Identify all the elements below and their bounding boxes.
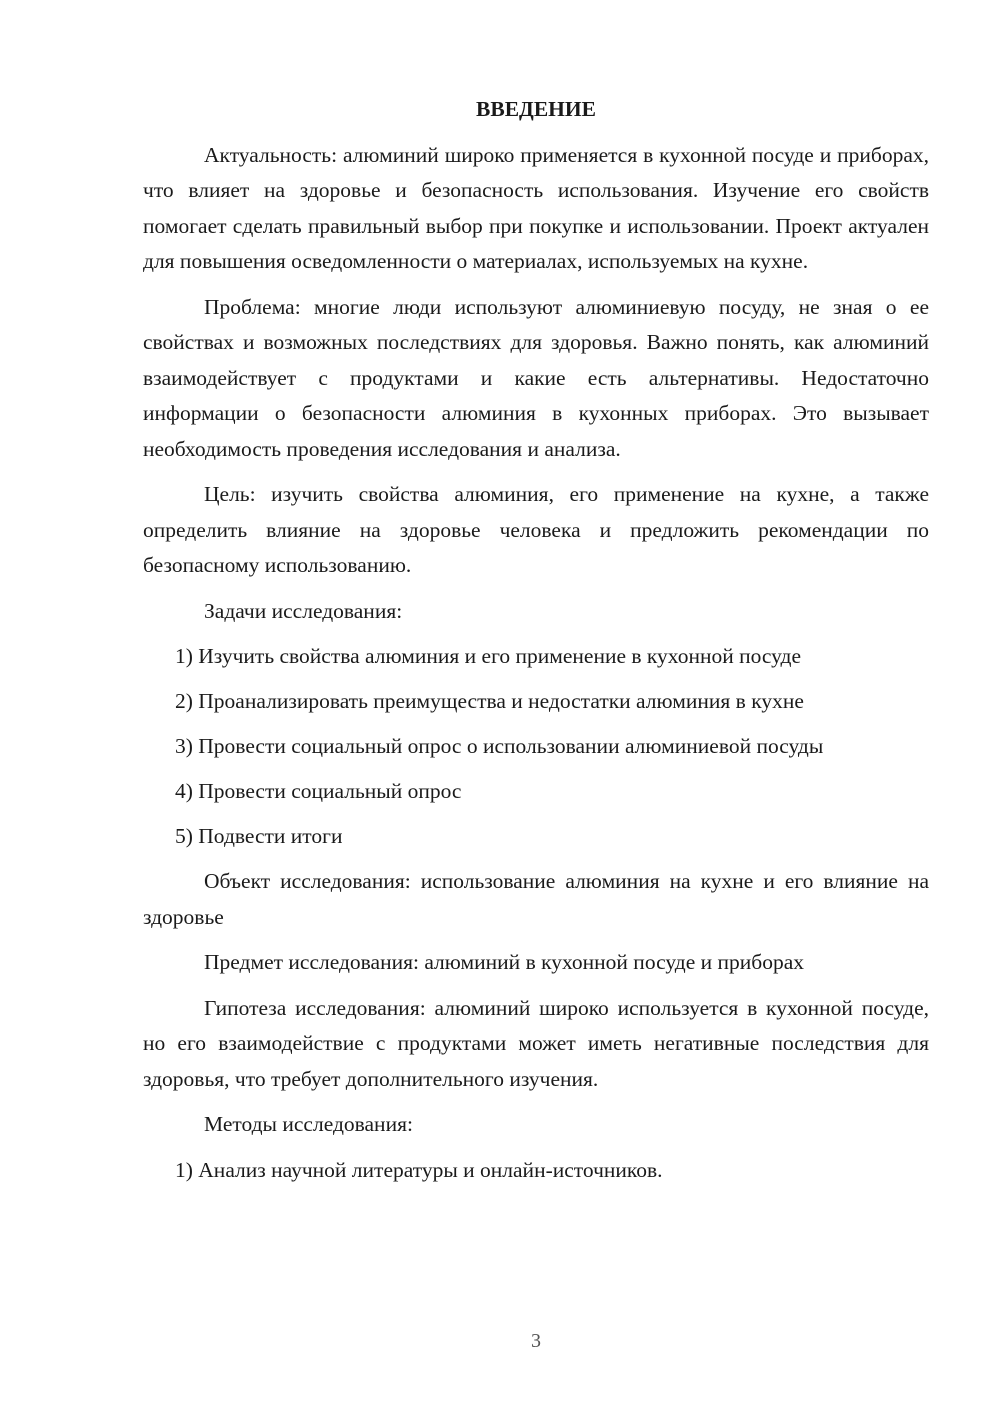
tasks-heading: Задачи исследования: xyxy=(204,598,403,623)
task-item: 5) Подвести итоги xyxy=(175,824,343,848)
relevance-paragraph: Актуальность: алюминий широко применяется в кухонной посуде и приборах, что влияет на здоровье и безопасность использования. Изучение его свойств помогает сделать правильный выбор при покупке и использовании. Проект актуален для повышения осведомленности о материалах, используемых на кухне. xyxy=(143,142,929,273)
goal-paragraph: Цель: изучить свойства алюминия, его применение на кухне, а также определить влияние на здоровье человека и предложить рекомендации по безопасному использованию. xyxy=(143,482,929,577)
subject-paragraph: Предмет исследования: алюминий в кухонной посуде и приборах xyxy=(204,950,804,974)
method-item: 1) Анализ научной литературы и онлайн-источников. xyxy=(175,1157,663,1182)
task-item: 3) Провести социальный опрос о использовании алюминиевой посуды xyxy=(175,734,824,758)
methods-heading: Методы исследования: xyxy=(204,1112,413,1136)
object-paragraph: Объект исследования: использование алюминия на кухне и его влияние на здоровье xyxy=(143,869,929,929)
task-item: 2) Проанализировать преимущества и недостатки алюминия в кухне xyxy=(175,689,804,713)
hypothesis-paragraph: Гипотеза исследования: алюминий широко используется в кухонной посуде, но его взаимодействие с продуктами может иметь негативные последствия для здоровья, что требует дополнительного изучения. xyxy=(143,995,929,1091)
methods-list xyxy=(143,1153,929,1189)
tasks-list xyxy=(143,639,929,855)
problem-paragraph: Проблема: многие люди используют алюминиевую посуду, не зная о ее свойствах и возможных последствиях для здоровья. Важно понять, как алюминий взаимодействует с продуктами и какие есть альтернативы. Недостаточно информации о безопасности алюминия в кухонных приборах. Это вызывает необходимость проведения исследования и анализа. xyxy=(143,294,929,461)
page-number: 3 xyxy=(531,1330,541,1352)
section-title: ВВЕДЕНИЕ xyxy=(476,97,596,121)
document-page xyxy=(143,92,929,1198)
task-item: 1) Изучить свойства алюминия и его применение в кухонной посуде xyxy=(175,644,802,668)
task-item: 4) Провести социальный опрос xyxy=(175,779,462,803)
